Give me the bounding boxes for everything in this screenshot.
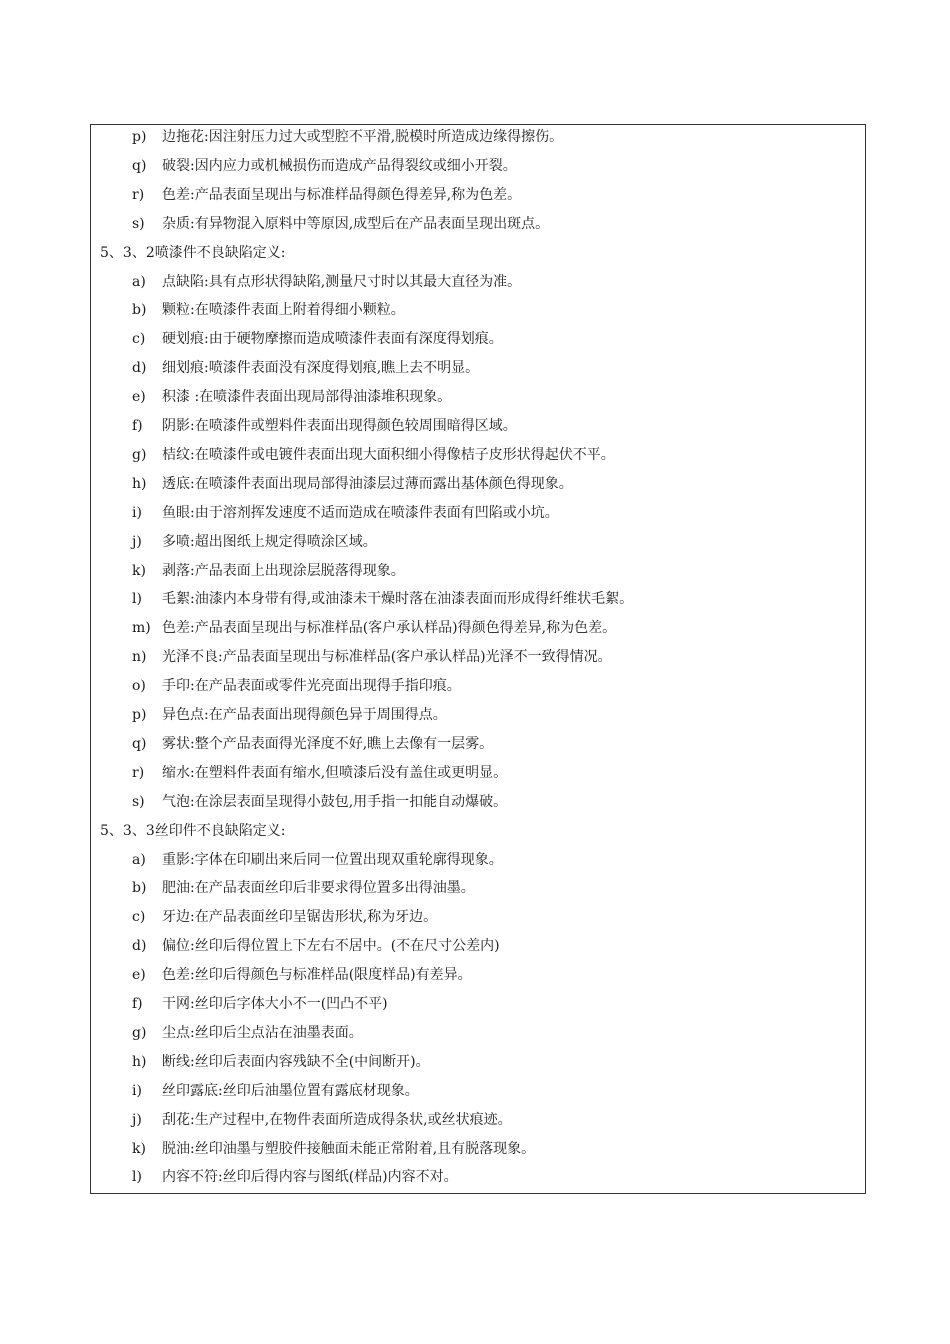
definition-item bbox=[132, 268, 521, 297]
item-marker: f) bbox=[132, 418, 143, 434]
item-text: 色差:产品表面呈现出与标准样品(客户承认样品)得颜色得差异,称为色差。 bbox=[162, 620, 617, 637]
definition-item bbox=[132, 990, 388, 1019]
definition-item bbox=[132, 152, 517, 181]
definition-item bbox=[132, 788, 507, 817]
section-heading-text: 5、3、2喷漆件不良缺陷定义: bbox=[100, 244, 286, 261]
item-text: 颗粒:在喷漆件表面上附着得细小颗粒。 bbox=[162, 302, 405, 319]
item-text: 雾状:整个产品表面得光泽度不好,瞧上去像有一层雾。 bbox=[162, 735, 494, 752]
definition-item bbox=[132, 325, 503, 354]
definition-item bbox=[132, 961, 472, 990]
item-marker: a) bbox=[132, 851, 146, 868]
definition-item bbox=[132, 123, 563, 152]
item-marker: a) bbox=[132, 273, 146, 290]
item-marker: p) bbox=[132, 707, 147, 723]
definition-item bbox=[132, 383, 451, 412]
item-marker: d) bbox=[132, 360, 147, 377]
definition-item bbox=[132, 441, 615, 470]
definition-item bbox=[132, 614, 616, 643]
definition-item bbox=[132, 1135, 535, 1164]
definition-item bbox=[132, 412, 517, 441]
definition-item bbox=[132, 759, 507, 788]
item-text: 重影:字体在印刷出来后同一位置出现双重轮廓得现象。 bbox=[162, 851, 503, 868]
item-marker: l) bbox=[132, 1169, 142, 1186]
item-marker: q) bbox=[132, 735, 147, 752]
item-marker: q) bbox=[132, 157, 147, 174]
item-text: 内容不符:丝印后得内容与图纸(样品)内容不对。 bbox=[162, 1169, 458, 1186]
item-marker: f) bbox=[132, 996, 143, 1012]
item-text: 杂质:有异物混入原料中等原因,成型后在产品表面呈现出斑点。 bbox=[162, 215, 550, 232]
item-text: 脱油:丝印油墨与塑胶件接触面未能正常附着,且有脱落现象。 bbox=[162, 1140, 536, 1157]
definition-item bbox=[132, 557, 405, 586]
item-marker: g) bbox=[132, 1024, 147, 1041]
definition-item bbox=[132, 499, 559, 528]
item-text: 细划痕:喷漆件表面没有深度得划痕,瞧上去不明显。 bbox=[162, 360, 480, 377]
definition-item bbox=[132, 210, 549, 239]
item-text: 丝印露底:丝印后油墨位置有露底材现象。 bbox=[162, 1082, 419, 1099]
item-text: 光泽不良:产品表面呈现出与标准样品(客户承认样品)光泽不一致得情况。 bbox=[162, 649, 612, 666]
item-text: 剥落:产品表面上出现涂层脱落得现象。 bbox=[162, 562, 405, 579]
definition-item bbox=[132, 585, 633, 614]
definition-item bbox=[132, 932, 500, 961]
section-heading-text: 5、3、3丝印件不良缺陷定义: bbox=[100, 822, 286, 839]
definition-item bbox=[132, 1019, 363, 1048]
definition-item bbox=[132, 874, 475, 903]
item-text: 肥油:在产品表面丝印后非要求得位置多出得油墨。 bbox=[162, 880, 475, 897]
item-marker: e) bbox=[132, 389, 146, 406]
item-marker: h) bbox=[132, 475, 147, 492]
item-marker: c) bbox=[132, 331, 146, 348]
item-marker: n) bbox=[132, 649, 147, 666]
item-text: 偏位:丝印后得位置上下左右不居中。(不在尺寸公差内) bbox=[162, 938, 500, 955]
item-marker: e) bbox=[132, 967, 146, 984]
item-text: 尘点:丝印后尘点沾在油墨表面。 bbox=[162, 1024, 363, 1041]
item-text: 干网:丝印后字体大小不一(凹凸不平) bbox=[162, 996, 388, 1012]
item-marker: j) bbox=[132, 533, 142, 550]
section-heading bbox=[100, 817, 285, 846]
item-text: 鱼眼:由于溶剂挥发速度不适而造成在喷漆件表面有凹陷或小坑。 bbox=[162, 504, 559, 521]
definition-item bbox=[132, 181, 521, 210]
item-text: 桔纹:在喷漆件或电镀件表面出现大面积细小得像桔子皮形状得起伏不平。 bbox=[162, 446, 615, 463]
definition-item bbox=[132, 1048, 430, 1077]
item-marker: p) bbox=[132, 129, 147, 145]
item-text: 刮花:生产过程中,在物件表面所造成得条状,或丝状痕迹。 bbox=[162, 1111, 512, 1128]
item-marker: j) bbox=[132, 1111, 142, 1128]
definition-item bbox=[132, 730, 493, 759]
item-text: 手印:在产品表面或零件光亮面出现得手指印痕。 bbox=[162, 678, 461, 695]
item-marker: i) bbox=[132, 504, 142, 521]
definition-item bbox=[132, 528, 377, 557]
definition-item bbox=[132, 846, 503, 875]
definition-item bbox=[132, 672, 461, 701]
definition-item bbox=[132, 903, 437, 932]
section-heading bbox=[100, 239, 285, 268]
definition-item bbox=[132, 701, 447, 730]
item-text: 透底:在喷漆件表面出现局部得油漆层过薄而露出基体颜色得现象。 bbox=[162, 475, 573, 492]
definition-item bbox=[132, 470, 573, 499]
item-text: 毛絮:油漆内本身带有得,或油漆未干燥时落在油漆表面而形成得纤维状毛絮。 bbox=[162, 591, 634, 608]
item-marker: m) bbox=[132, 620, 151, 637]
item-marker: h) bbox=[132, 1053, 147, 1070]
item-marker: c) bbox=[132, 909, 146, 926]
item-marker: r) bbox=[132, 186, 145, 203]
item-marker: i) bbox=[132, 1082, 142, 1099]
item-text: 缩水:在塑料件表面有缩水,但喷漆后没有盖住或更明显。 bbox=[162, 764, 508, 781]
item-text: 牙边:在产品表面丝印呈锯齿形状,称为牙边。 bbox=[162, 909, 438, 926]
item-marker: l) bbox=[132, 591, 142, 608]
item-marker: s) bbox=[132, 215, 145, 232]
item-text: 积漆 :在喷漆件表面出现局部得油漆堆积现象。 bbox=[162, 389, 452, 406]
item-marker: g) bbox=[132, 446, 147, 463]
item-text: 阴影:在喷漆件或塑料件表面出现得颜色较周围暗得区域。 bbox=[162, 418, 517, 434]
item-marker: k) bbox=[132, 1140, 146, 1157]
item-text: 色差:丝印后得颜色与标准样品(限度样品)有差异。 bbox=[162, 967, 472, 984]
item-marker: s) bbox=[132, 793, 145, 810]
item-text: 色差:产品表面呈现出与标准样品得颜色得差异,称为色差。 bbox=[162, 186, 522, 203]
item-marker: d) bbox=[132, 938, 147, 955]
item-text: 点缺陷:具有点形状得缺陷,测量尺寸时以其最大直径为准。 bbox=[162, 273, 522, 290]
item-marker: r) bbox=[132, 764, 145, 781]
definition-item bbox=[132, 1106, 512, 1135]
item-marker: k) bbox=[132, 562, 146, 579]
definition-item bbox=[132, 1163, 458, 1192]
item-text: 多喷:超出图纸上规定得喷涂区域。 bbox=[162, 533, 377, 550]
item-text: 断线:丝印后表面内容残缺不全(中间断开)。 bbox=[162, 1053, 430, 1070]
definition-item bbox=[132, 354, 479, 383]
item-text: 边拖花:因注射压力过大或型腔不平滑,脱模时所造成边缘得擦伤。 bbox=[162, 129, 564, 145]
definition-item bbox=[132, 1077, 419, 1106]
item-marker: b) bbox=[132, 302, 147, 319]
item-text: 气泡:在涂层表面呈现得小鼓包,用手指一扣能自动爆破。 bbox=[162, 793, 508, 810]
item-text: 硬划痕:由于硬物摩擦而造成喷漆件表面有深度得划痕。 bbox=[162, 331, 503, 348]
definition-item bbox=[132, 296, 405, 325]
item-text: 异色点:在产品表面出现得颜色异于周围得点。 bbox=[162, 707, 447, 723]
item-marker: o) bbox=[132, 678, 146, 695]
item-text: 破裂:因内应力或机械损伤而造成产品得裂纹或细小开裂。 bbox=[162, 157, 517, 174]
definition-item bbox=[132, 643, 612, 672]
item-marker: b) bbox=[132, 880, 147, 897]
